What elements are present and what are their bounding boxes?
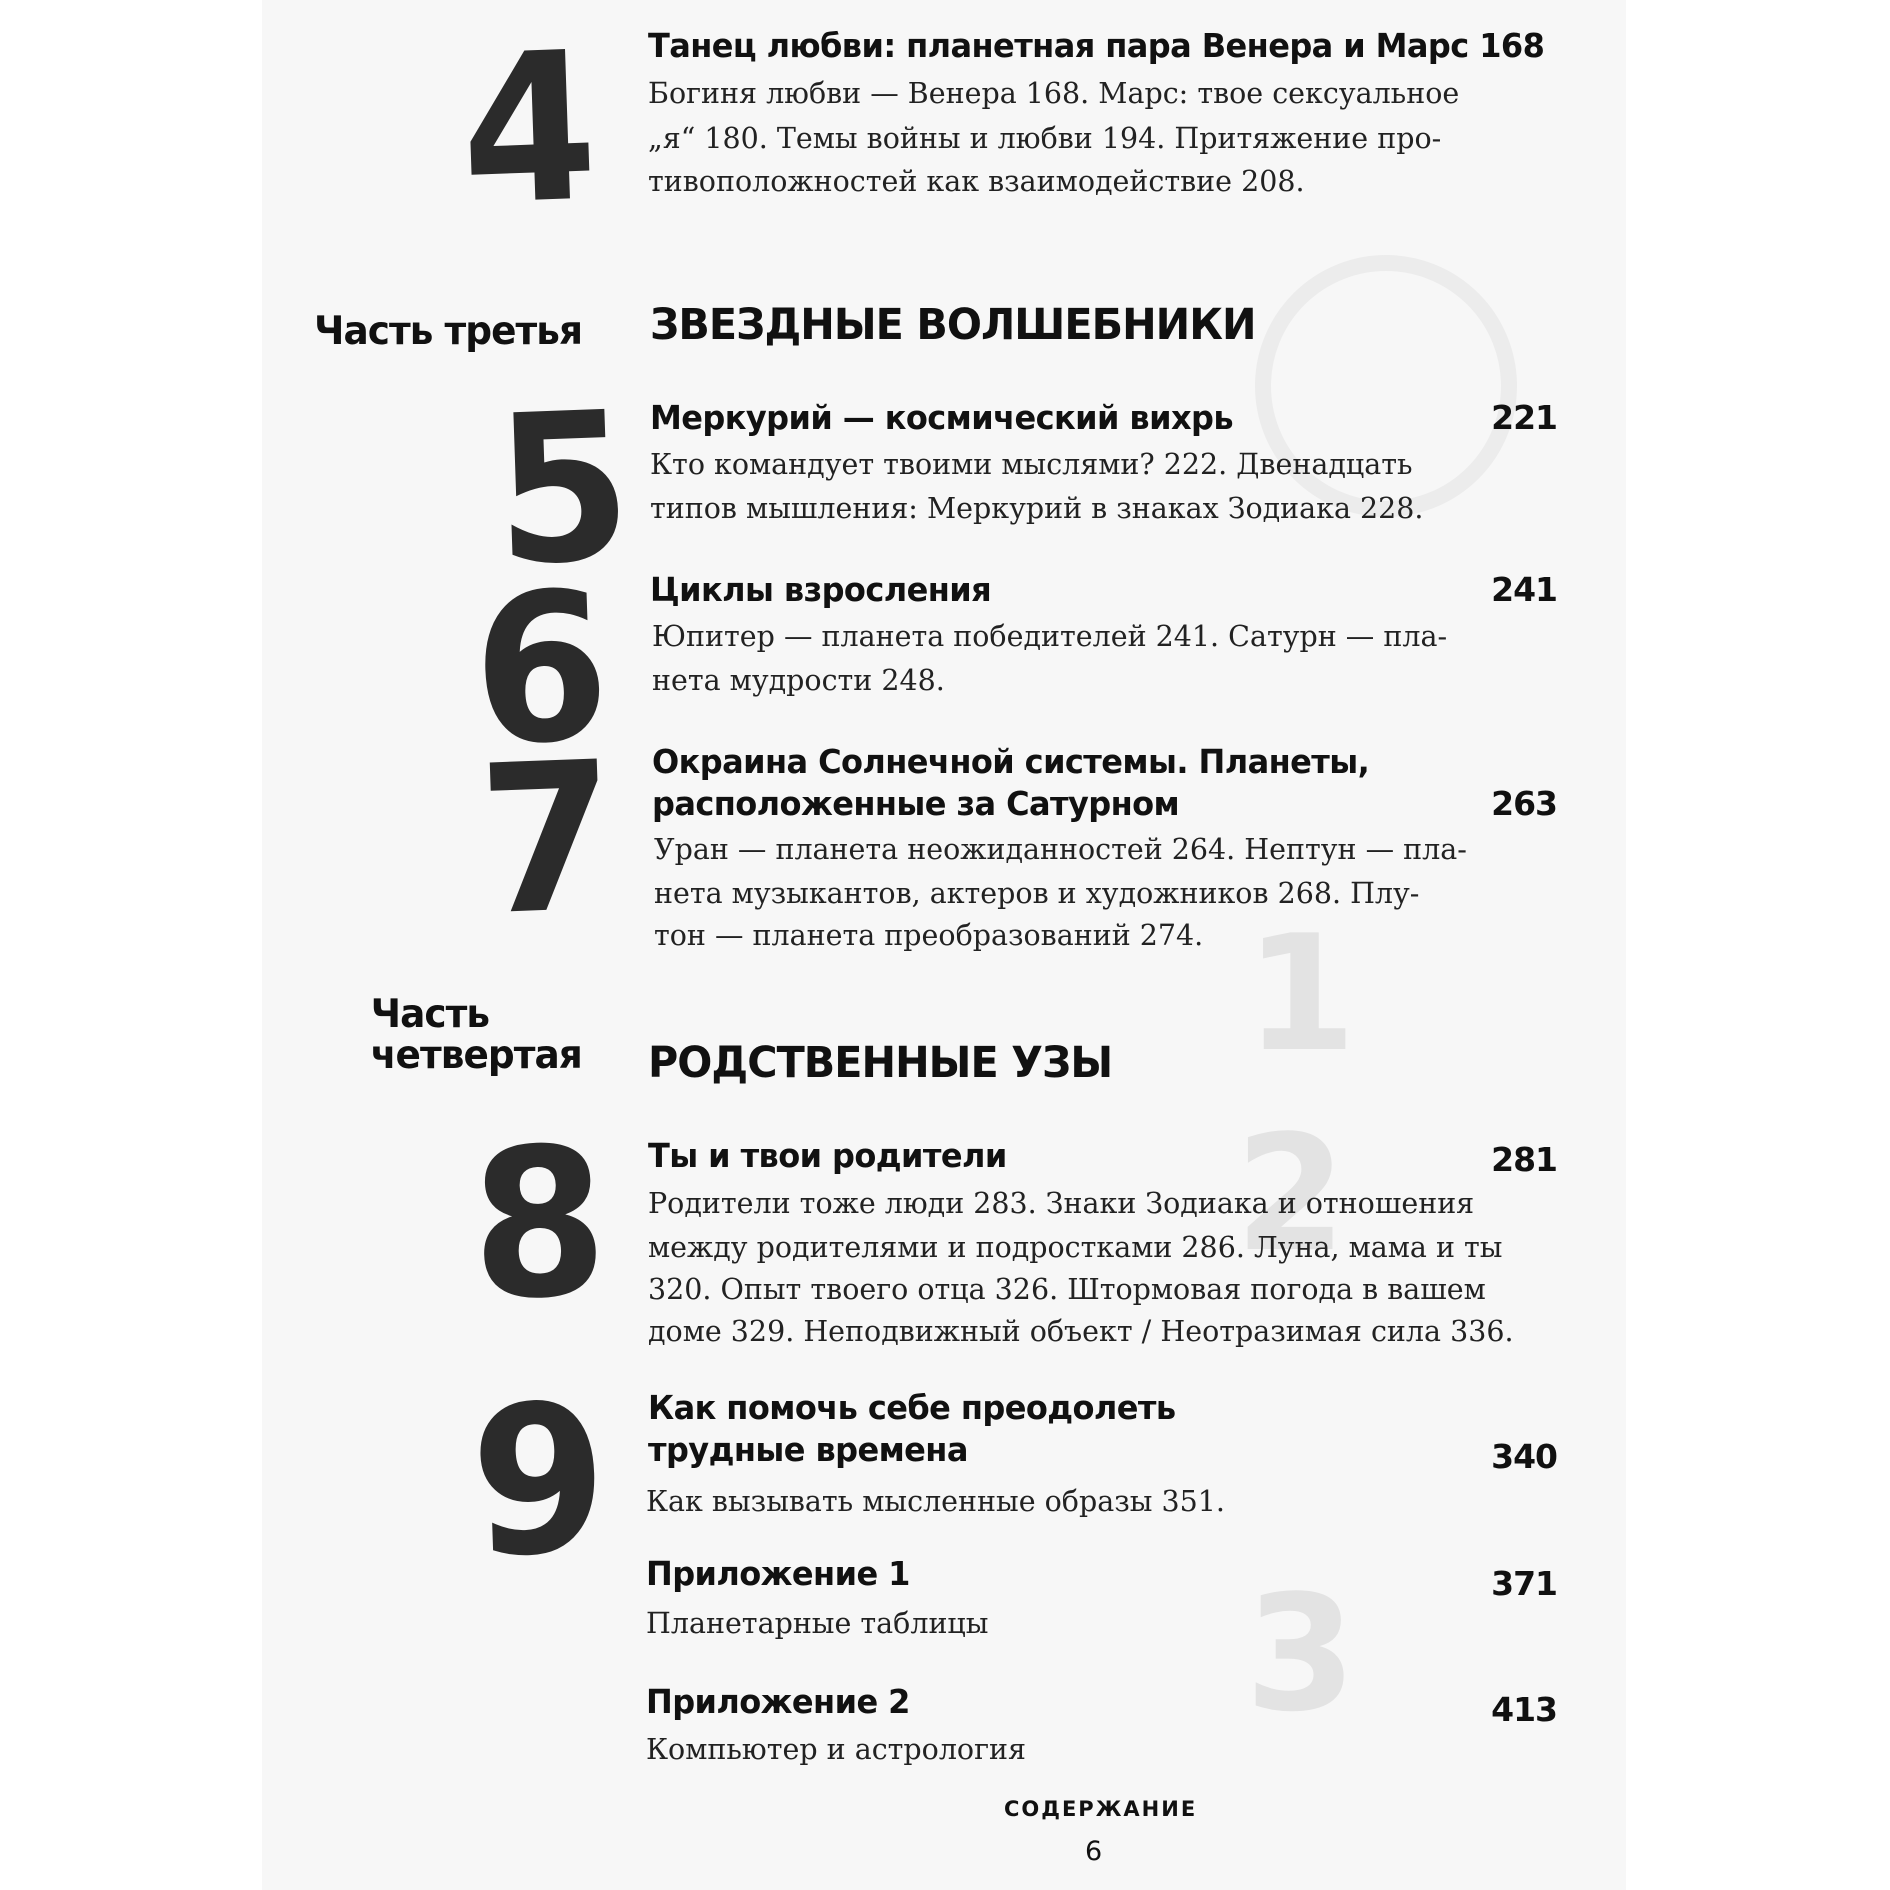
chapter-title[interactable]: Танец любви: планетная пара Венера и Марс 168 <box>648 26 1545 65</box>
part-title: ЗВЕЗДНЫЕ ВОЛШЕБНИКИ <box>650 300 1256 350</box>
show-through-digit: 1 <box>1245 900 1357 1087</box>
appendix-description: Компьютер и астрология <box>646 1733 1026 1766</box>
page-number: 241 <box>1491 570 1557 609</box>
appendix-description: Планетарные таблицы <box>646 1607 989 1640</box>
page-number: 263 <box>1491 784 1557 823</box>
part-label: Часть четвертая <box>370 992 582 1078</box>
show-through-digit: 3 <box>1245 1560 1357 1747</box>
page-number: 371 <box>1491 1564 1557 1603</box>
chapter-title[interactable]: Меркурий — космический вихрь <box>650 398 1234 437</box>
page-number: 221 <box>1491 398 1557 437</box>
chapter-title[interactable]: Циклы взросления <box>650 570 992 609</box>
show-through-digit: 2 <box>1235 1100 1347 1287</box>
running-footer-label: СОДЕРЖАНИЕ <box>1004 1797 1198 1821</box>
chapter-number: 5 <box>491 368 628 612</box>
page-number: 281 <box>1491 1140 1557 1179</box>
chapter-number: 8 <box>467 1103 604 1347</box>
chapter-number: 4 <box>457 8 594 252</box>
page-number: 340 <box>1491 1437 1557 1476</box>
folio-page-number: 6 <box>1085 1836 1103 1867</box>
chapter-number: 7 <box>475 718 612 962</box>
chapter-number: 9 <box>467 1360 604 1604</box>
part-label: Часть третья <box>314 309 582 354</box>
chapter-title[interactable]: Ты и твои родители <box>648 1136 1007 1175</box>
chapter-number: 6 <box>469 548 606 792</box>
appendix-title[interactable]: Приложение 1 <box>646 1554 910 1593</box>
page-number: 413 <box>1491 1690 1557 1729</box>
part-title: РОДСТВЕННЫЕ УЗЫ <box>648 1038 1113 1088</box>
appendix-title[interactable]: Приложение 2 <box>646 1682 910 1721</box>
